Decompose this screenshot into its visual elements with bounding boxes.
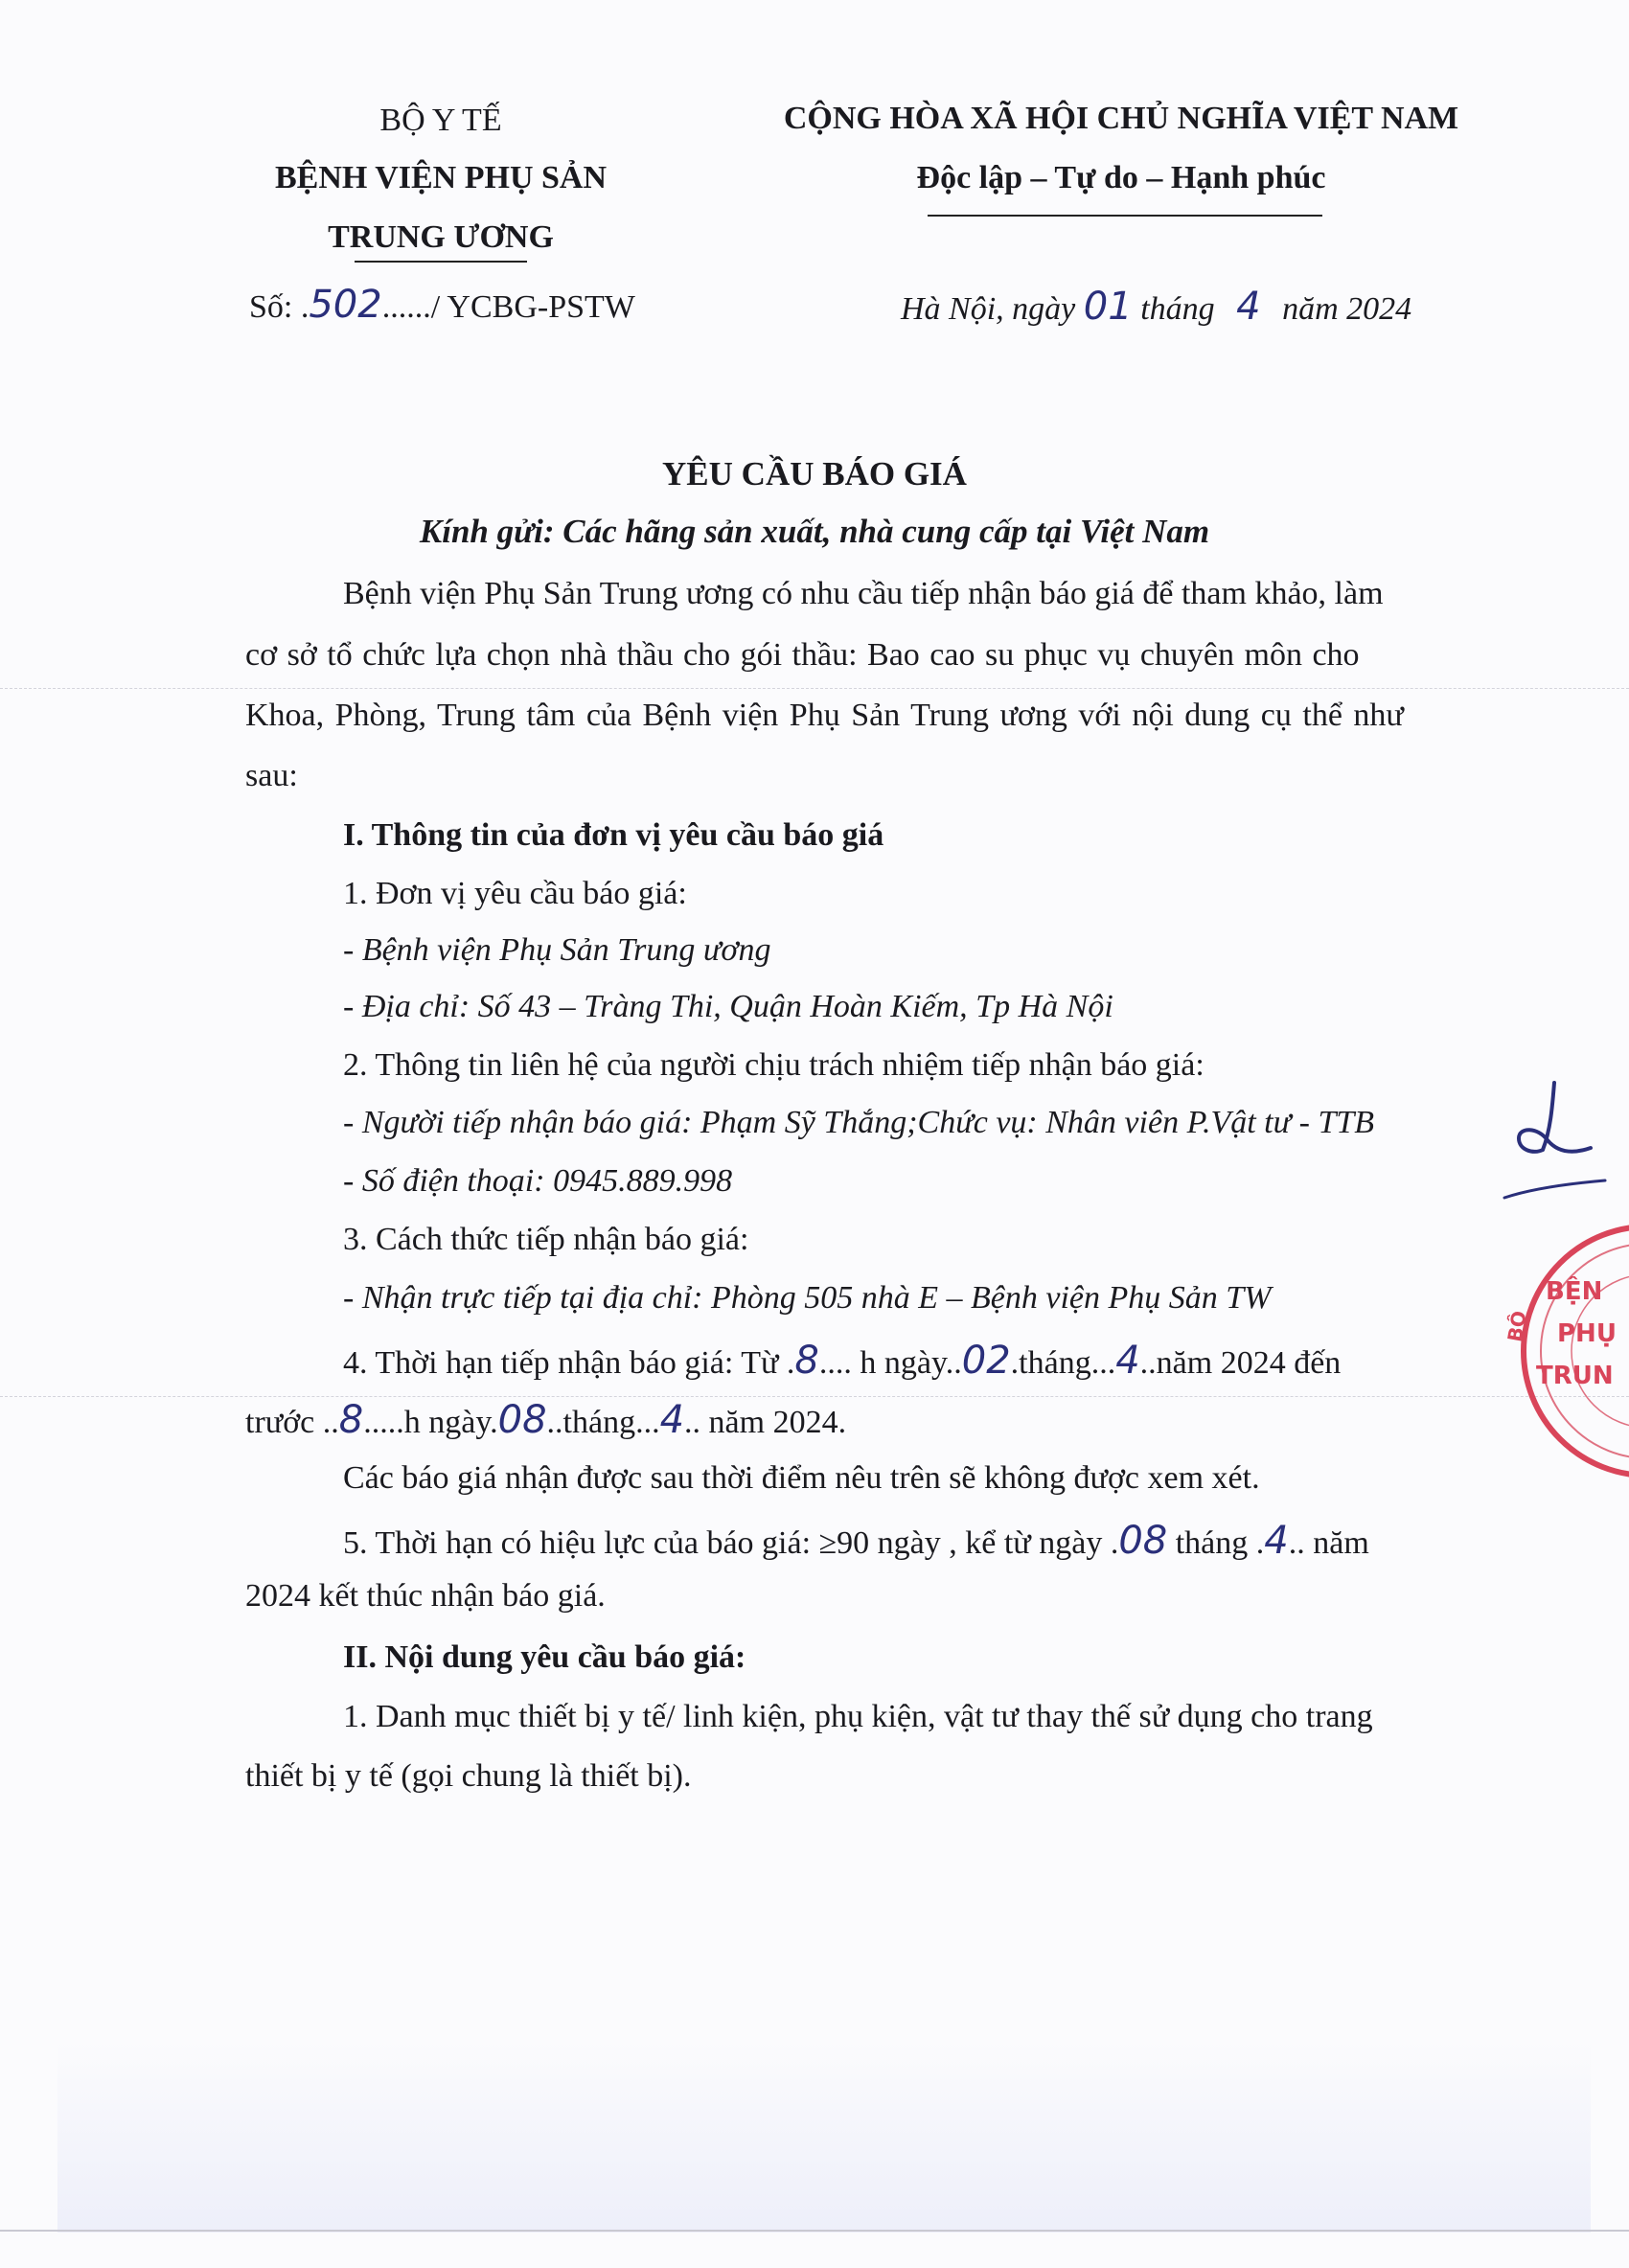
section1-note: Các báo giá nhận được sau thời điểm nêu trên sẽ không được xem xét. [343,1460,1260,1496]
handwritten-hour: 8 [794,1339,819,1383]
intro-line: sau: [245,758,298,793]
red-seal [1480,1217,1629,1485]
handwritten-hour: 8 [338,1398,364,1442]
document-title: YÊU CẦU BÁO GIÁ [662,455,967,493]
section1-item: - Địa chỉ: Số 43 – Tràng Thi, Quận Hoàn Kiếm, Tp Hà Nội [343,989,1113,1024]
section1-item: 3. Cách thức tiếp nhận báo giá: [343,1222,749,1257]
section1-item4-line1: 4. Thời hạn tiếp nhận báo giá: Từ .8.... h ngày..02.tháng...4..năm 2024 đến [343,1339,1342,1383]
section2-item: thiết bị y tế (gọi chung là thiết bị). [245,1758,692,1794]
seal-text: BỘ [1503,1309,1531,1344]
section1-item: - Nhận trực tiếp tại địa chỉ: Phòng 505 nhà E – Bệnh viện Phụ Sản TW [343,1280,1272,1316]
section1-item5-line1: 5. Thời hạn có hiệu lực của báo giá: ≥90 ngày , kể từ ngày .08 tháng .4.. năm [343,1519,1369,1563]
section1-item: - Số điện thoại: 0945.889.998 [343,1163,733,1199]
handwritten-doc-number: 502 [309,283,382,327]
section1-item: 2. Thông tin liên hệ của người chịu trách nhiệm tiếp nhận báo giá: [343,1047,1205,1083]
ministry-name: BỘ Y TẾ [379,103,502,138]
intro-line: Khoa, Phòng, Trung tâm của Bệnh viện Phụ Sản Trung ương với nội dung cụ thể như [245,698,1404,733]
seal-text: PHỤ [1557,1319,1617,1348]
section1-item: 1. Đơn vị yêu cầu báo giá: [343,876,687,911]
seal-text: TRUN [1536,1362,1614,1390]
scan-tint [57,2041,1591,2233]
section1-item5-line2: 2024 kết thúc nhận báo giá. [245,1578,606,1614]
motto-underline [928,215,1322,217]
document-number: Số: .502....../ YCBG-PSTW [249,283,635,327]
section2-heading: II. Nội dung yêu cầu báo giá: [343,1639,746,1675]
handwritten-month: 4 [1115,1339,1140,1383]
handwritten-day: 08 [497,1398,547,1442]
section1-item4-line2: trước ..8.....h ngày.08..tháng...4.. năm 2024. [245,1398,847,1442]
handwritten-day: 02 [961,1339,1011,1383]
hospital-name-line2: TRUNG ƯƠNG [328,219,554,255]
section2-item: 1. Danh mục thiết bị y tế/ linh kiện, phụ kiện, vật tư thay thế sử dụng cho trang [343,1699,1373,1734]
handwritten-month: 4 [1236,285,1261,329]
hospital-name-line1: BỆNH VIỆN PHỤ SẢN [274,160,608,195]
handwritten-day: 01 [1083,285,1133,329]
handwritten-month: 4 [659,1398,685,1442]
handwritten-day: 08 [1118,1519,1168,1563]
national-motto: Độc lập – Tự do – Hạnh phúc [916,160,1326,195]
section1-item: - Bệnh viện Phụ Sản Trung ương [343,932,771,968]
intro-line: cơ sở tổ chức lựa chọn nhà thầu cho gói thầu: Bao cao su phục vụ chuyên môn cho [245,637,1360,673]
section1-heading: I. Thông tin của đơn vị yêu cầu báo giá [343,817,884,853]
country-name: CỘNG HÒA XÃ HỘI CHỦ NGHĨA VIỆT NAM [783,101,1459,136]
scan-edge [0,2230,1629,2232]
handwritten-month: 4 [1264,1519,1289,1563]
document-date: Hà Nội, ngày 01 tháng 4 năm 2024 [901,285,1412,329]
section1-item: - Người tiếp nhận báo giá: Phạm Sỹ Thắng;Chức vụ: Nhân viên P.Vật tư - TTB [343,1105,1375,1140]
seal-text: BỆN [1546,1277,1603,1306]
recipient-line: Kính gửi: Các hãng sản xuất, nhà cung cấp tại Việt Nam [419,513,1210,550]
intro-line: Bệnh viện Phụ Sản Trung ương có nhu cầu tiếp nhận báo giá để tham khảo, làm [343,576,1384,611]
signature-mark [1495,1064,1610,1217]
scan-line [0,688,1629,689]
hospital-underline [355,261,527,263]
